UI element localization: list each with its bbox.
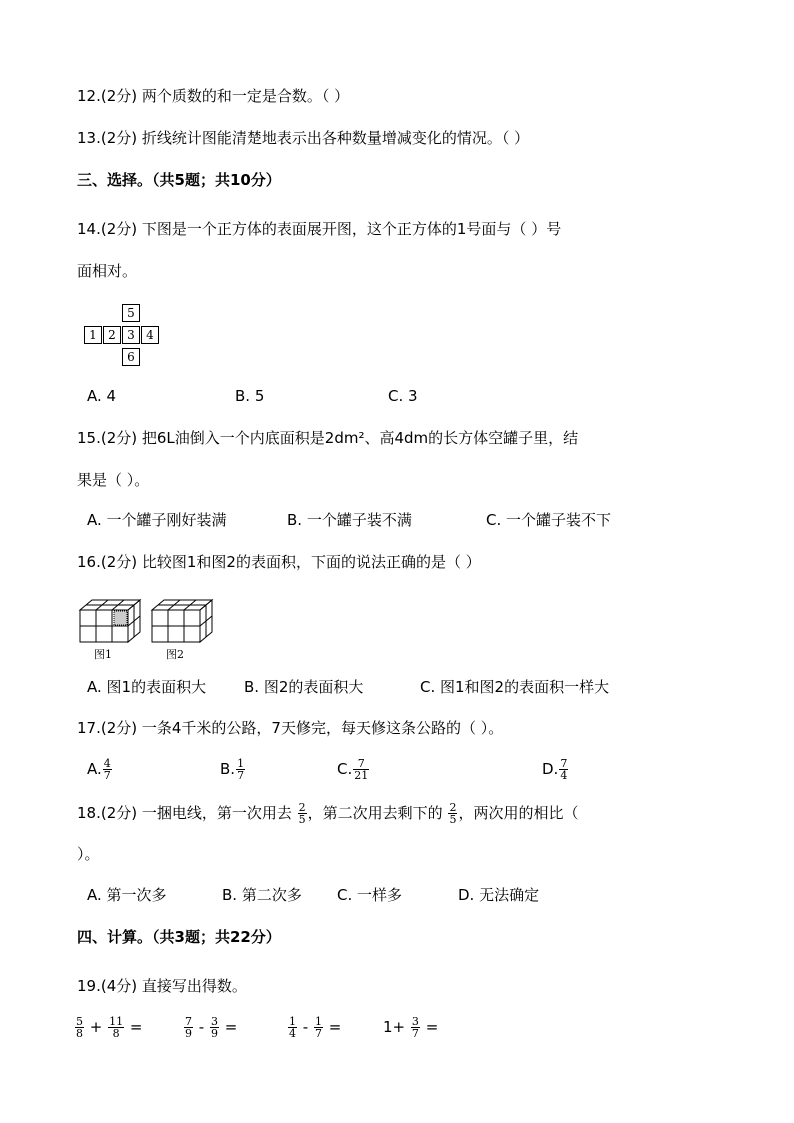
- option-c: C. 图1和图2的表面积一样大: [420, 678, 610, 696]
- net-face-4: 4: [141, 326, 159, 344]
- question-18: 18.(2分) 一捆电线，第一次用去 $\frac{2}{5}$ ，第二次用去剩下的 $\frac{2}{5}$ ，两次用的相比（: [77, 801, 579, 826]
- option-b: B. 第二次多: [222, 886, 302, 904]
- question-14: [77, 219, 561, 239]
- question-14-continuation: 面相对。: [77, 262, 138, 280]
- cube-net-figure: [84, 304, 164, 368]
- option-d: D. $\frac{7}{4}$: [542, 757, 568, 782]
- question-text: 下图是一个正方体的表面展开图，这个正方体的1号面与（ ）号: [141, 220, 562, 238]
- expression-4: 1+ $\frac{3}{7}$ =: [383, 1015, 439, 1040]
- option-b: B. 一个罐子装不满: [287, 511, 412, 529]
- option-b: B. $\frac{1}{7}$: [220, 757, 245, 782]
- fraction: $\frac{7}{4}$: [560, 757, 568, 782]
- question-17: [77, 718, 503, 738]
- question-19: [77, 976, 247, 996]
- question-13: [77, 128, 529, 148]
- option-d: D. 无法确定: [458, 886, 540, 904]
- option-a: A. 一个罐子刚好装满: [87, 511, 227, 529]
- net-face-6: 6: [122, 348, 140, 366]
- expression-2: $\frac{7}{9}$ - $\frac{3}{9}$ =: [185, 1015, 238, 1040]
- question-text: 两个质数的和一定是合数。（ ）: [141, 87, 350, 105]
- option-a: A. $\frac{4}{7}$: [87, 757, 111, 782]
- question-number: 13.(2分): [77, 129, 142, 147]
- option-a: A. 第一次多: [87, 886, 167, 904]
- net-face-3: 3: [122, 326, 140, 344]
- question-text: 直接写出得数。: [141, 977, 247, 995]
- question-number: 17.(2分): [77, 719, 142, 737]
- option-c: C. 3: [388, 387, 418, 405]
- fraction: $\frac{1}{7}$: [237, 757, 245, 782]
- fraction: $\frac{3}{9}$: [210, 1015, 218, 1040]
- question-12: [77, 86, 349, 106]
- question-number: 16.(2分): [77, 553, 142, 571]
- question-text: 把6L油倒入一个内底面积是2dm²、高4dm的长方体空罐子里，结: [141, 429, 579, 447]
- figure-1-caption: 图1: [94, 648, 112, 661]
- net-face-5: 5: [122, 304, 140, 322]
- fraction: $\frac{7}{21}$: [354, 757, 369, 782]
- figure-2-cubes: [152, 600, 212, 642]
- option-b: B. 5: [235, 387, 265, 405]
- fraction: $\frac{1}{7}$: [314, 1015, 322, 1040]
- question-text: 折线统计图能清楚地表示出各种数量增减变化的情况。（ ）: [141, 129, 530, 147]
- net-face-2: 2: [103, 326, 121, 344]
- question-number: 19.(4分): [77, 977, 142, 995]
- option-a: A. 图1的表面积大: [87, 678, 207, 696]
- question-text: 一条4千米的公路，7天修完，每天修这条公路的（ ）。: [141, 719, 504, 737]
- option-c: C. $\frac{7}{21}$: [337, 757, 369, 782]
- fraction: $\frac{4}{7}$: [103, 757, 111, 782]
- question-number: 14.(2分): [77, 220, 142, 238]
- expression-1: $\frac{5}{8}$ + $\frac{11}{8}$ =: [76, 1015, 143, 1040]
- question-number: 15.(2分): [77, 429, 142, 447]
- option-a: A. 4: [87, 387, 117, 405]
- question-number: 12.(2分): [77, 87, 142, 105]
- question-number: 18.(2分): [77, 804, 142, 822]
- question-15-continuation: 果是（ ）。: [77, 471, 150, 489]
- option-b: B. 图2的表面积大: [244, 678, 364, 696]
- fraction: $\frac{1}{4}$: [289, 1015, 296, 1040]
- question-16: [77, 552, 481, 572]
- fraction: $\frac{5}{8}$: [76, 1015, 83, 1040]
- fraction: $\frac{7}{9}$: [185, 1015, 192, 1040]
- figure-2-caption: 图2: [166, 648, 184, 661]
- section-heading-choice: 三、选择。（共5题；共10分）: [77, 171, 281, 189]
- section-heading-calculation: 四、计算。（共3题；共22分）: [77, 928, 281, 946]
- figure-1-cubes: [80, 600, 140, 642]
- net-face-1: 1: [84, 326, 102, 344]
- question-text: 比较图1和图2的表面积，下面的说法正确的是（ ）: [141, 553, 481, 571]
- fraction: $\frac{3}{7}$: [411, 1015, 419, 1040]
- option-c: C. 一个罐子装不下: [486, 511, 612, 529]
- question-15: [77, 428, 578, 448]
- expression-3: $\frac{1}{4}$ - $\frac{1}{7}$ =: [289, 1015, 342, 1040]
- question-18-continuation: ）。: [77, 845, 100, 863]
- fraction: $\frac{2}{5}$: [449, 801, 457, 826]
- option-c: C. 一样多: [337, 886, 403, 904]
- fraction: $\frac{2}{5}$: [298, 801, 306, 826]
- fraction: $\frac{11}{8}$: [109, 1015, 124, 1040]
